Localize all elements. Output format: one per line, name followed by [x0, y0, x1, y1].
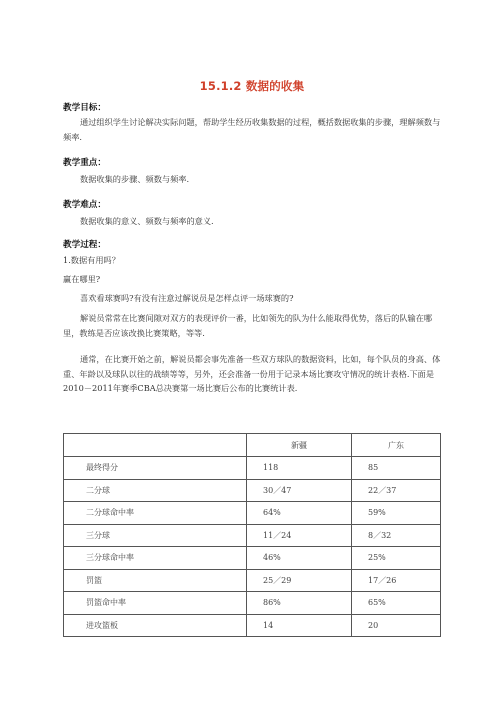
- process-heading: 教学过程：: [63, 240, 106, 250]
- table-cell: 64%: [247, 502, 352, 525]
- goals-heading: 教学目标：: [63, 103, 106, 113]
- table-cell: 30／47: [247, 479, 352, 502]
- table-row: [64, 569, 441, 592]
- difficult-points-heading: 教学难点：: [63, 200, 106, 210]
- table-cell: 25／29: [247, 569, 352, 592]
- table-cell: 8／32: [352, 524, 441, 547]
- table-cell: 进攻篮板: [64, 614, 247, 637]
- table-row: [64, 457, 441, 480]
- page-title: 15.1.2 数据的收集: [199, 79, 305, 93]
- table-header-cell: [64, 434, 247, 457]
- table-cell: 85: [352, 457, 441, 480]
- table-cell: 罚篮命中率: [64, 592, 247, 615]
- key-points-heading: 教学重点：: [63, 158, 106, 168]
- table-cell: 118: [247, 457, 352, 480]
- table-row: [64, 524, 441, 547]
- question-1: 1.数据有用吗？: [63, 255, 120, 265]
- paragraph-2: 解说员常常在比赛间隙对双方的表现评价一番，比如领先的队为什么能取得优势，落后的队输在哪里，教练是否应该改换比赛策略，等等.: [63, 313, 433, 338]
- table-row: [64, 502, 441, 525]
- table-row: [64, 592, 441, 615]
- difficult-points-text: 数据收集的意义、频数与频率的意义.: [80, 216, 214, 226]
- table-header-cell: 广东: [352, 434, 441, 457]
- table-cell: 二分球: [64, 479, 247, 502]
- table-header-cell: 新疆: [247, 434, 352, 457]
- stats-table: [63, 433, 441, 637]
- table-cell: 三分球: [64, 524, 247, 547]
- table-cell: 22／37: [352, 479, 441, 502]
- table-cell: 最终得分: [64, 457, 247, 480]
- key-points-text: 数据收集的步骤、频数与频率.: [80, 174, 190, 184]
- table-cell: 三分球命中率: [64, 547, 247, 570]
- table-cell: 二分球命中率: [64, 502, 247, 525]
- table-cell: 65%: [352, 592, 441, 615]
- table-cell: 25%: [352, 547, 441, 570]
- table-cell: 59%: [352, 502, 441, 525]
- table-header-row: [64, 434, 441, 457]
- paragraph-3: 通常，在比赛开始之前，解说员都会事先准备一些双方球队的数据资料，比如，每个队员的身高、体重、年龄以及球队以往的战绩等等，另外，还会准备一份用于记录本场比赛攻守情况的统计表格.下面是2010－2011年赛季CBA总决赛第一场比赛后公布的比赛统计表.: [63, 354, 441, 393]
- table-cell: 11／24: [247, 524, 352, 547]
- table-cell: 86%: [247, 592, 352, 615]
- question-2: 赢在哪里?: [63, 274, 101, 284]
- table-row: [64, 547, 441, 570]
- table-row: [64, 479, 441, 502]
- paragraph-1: 喜欢看球赛吗?有没有注意过解说员是怎样点评一场球赛的?: [80, 293, 294, 303]
- table-cell: 17／26: [352, 569, 441, 592]
- table-cell: 46%: [247, 547, 352, 570]
- table-cell: 罚篮: [64, 569, 247, 592]
- goals-text: 通过组织学生讨论解决实际问题，帮助学生经历收集数据的过程，概括数据收集的步骤，理解频数与频率.: [63, 117, 441, 142]
- table-cell: 14: [247, 614, 352, 637]
- table-row: [64, 614, 441, 637]
- table-cell: 20: [352, 614, 441, 637]
